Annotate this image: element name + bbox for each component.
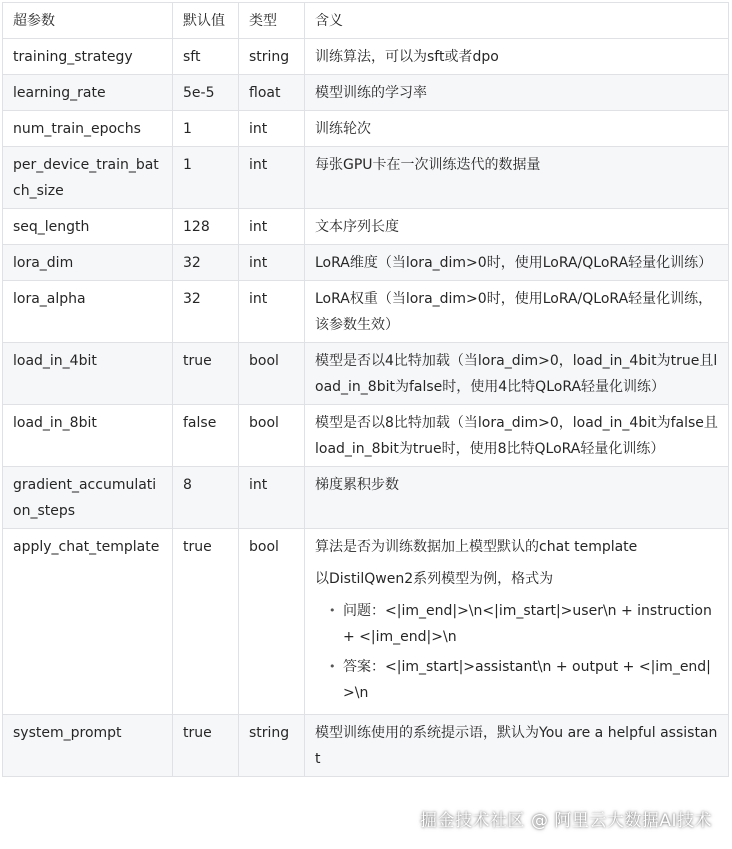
type-cell: bool — [239, 529, 305, 715]
type-cell: float — [239, 75, 305, 111]
param-name-cell: system_prompt — [3, 715, 173, 777]
header-meaning: 含义 — [305, 3, 729, 39]
type-cell: int — [239, 467, 305, 529]
meaning-text: 模型是否以8比特加载（当lora_dim>0，load_in_4bit为false且load_in_8bit为true时，使用8比特QLoRA轻量化训练） — [315, 415, 718, 457]
table-row — [3, 467, 729, 529]
meaning-text: 模型训练使用的系统提示语，默认为You are a helpful assistant — [315, 725, 718, 767]
param-name-cell: seq_length — [3, 209, 173, 245]
param-name-cell: training_strategy — [3, 39, 173, 75]
meaning-cell — [305, 281, 729, 343]
meaning-text: 以DistilQwen2系列模型为例，格式为 — [315, 571, 554, 587]
header-type: 类型 — [239, 3, 305, 39]
header-default: 默认值 — [173, 3, 239, 39]
table-row — [3, 209, 729, 245]
meaning-text: 算法是否为训练数据加上模型默认的chat template — [315, 539, 638, 555]
watermark: 掘金技术社区 @ 阿里云大数据AI技术 — [420, 811, 712, 831]
default-value-cell: true — [173, 343, 239, 405]
meaning-text: 每张GPU卡在一次训练迭代的数据量 — [315, 157, 541, 173]
param-name-cell: per_device_train_batch_size — [3, 147, 173, 209]
type-cell: string — [239, 715, 305, 777]
meaning-text: 模型是否以4比特加载（当lora_dim>0，load_in_4bit为true且load_in_8bit为false时，使用4比特QLoRA轻量化训练） — [315, 353, 718, 395]
meaning-text: 训练轮次 — [315, 121, 371, 137]
type-cell: int — [239, 111, 305, 147]
list-item: • 问题：<|im_end|>\n<|im_start|>user\n + instruction + <|im_end|>\n — [343, 598, 720, 650]
meaning-cell — [305, 467, 729, 529]
meaning-text: LoRA维度（当lora_dim>0时，使用LoRA/QLoRA轻量化训练） — [315, 255, 713, 271]
type-cell: int — [239, 245, 305, 281]
default-value-cell: sft — [173, 39, 239, 75]
param-name-cell: gradient_accumulation_steps — [3, 467, 173, 529]
table-row — [3, 75, 729, 111]
type-cell: string — [239, 39, 305, 75]
meaning-text: 梯度累积步数 — [315, 477, 399, 493]
default-value-cell: 32 — [173, 245, 239, 281]
type-cell: bool — [239, 405, 305, 467]
meaning-cell — [305, 343, 729, 405]
default-value-cell: 1 — [173, 147, 239, 209]
hyperparameter-table — [2, 2, 729, 777]
default-value-cell: true — [173, 715, 239, 777]
table-row — [3, 343, 729, 405]
meaning-cell — [305, 111, 729, 147]
format-list — [315, 598, 720, 706]
meaning-text: 文本序列长度 — [315, 219, 399, 235]
table-row — [3, 111, 729, 147]
param-name-cell: num_train_epochs — [3, 111, 173, 147]
meaning-cell — [305, 529, 729, 715]
table-body — [3, 39, 729, 777]
meaning-text: 模型训练的学习率 — [315, 85, 427, 101]
table-row — [3, 529, 729, 715]
default-value-cell: false — [173, 405, 239, 467]
param-name-cell: load_in_4bit — [3, 343, 173, 405]
default-value-cell: 8 — [173, 467, 239, 529]
default-value-cell: 1 — [173, 111, 239, 147]
table-row — [3, 715, 729, 777]
type-cell: int — [239, 209, 305, 245]
default-value-cell: 5e-5 — [173, 75, 239, 111]
param-name-cell: lora_dim — [3, 245, 173, 281]
meaning-cell — [305, 75, 729, 111]
table-row — [3, 147, 729, 209]
table-row — [3, 245, 729, 281]
table-row — [3, 405, 729, 467]
param-name-cell: load_in_8bit — [3, 405, 173, 467]
table-row — [3, 281, 729, 343]
meaning-text: LoRA权重（当lora_dim>0时，使用LoRA/QLoRA轻量化训练，该参数生效） — [315, 291, 713, 333]
default-value-cell: 32 — [173, 281, 239, 343]
default-value-cell: true — [173, 529, 239, 715]
default-value-cell: 128 — [173, 209, 239, 245]
meaning-cell — [305, 715, 729, 777]
param-name-cell: learning_rate — [3, 75, 173, 111]
type-cell: int — [239, 281, 305, 343]
meaning-cell — [305, 147, 729, 209]
meaning-text: 训练算法，可以为sft或者dpo — [315, 49, 499, 65]
param-name-cell: apply_chat_template — [3, 529, 173, 715]
header-param: 超参数 — [3, 3, 173, 39]
type-cell: int — [239, 147, 305, 209]
table-row — [3, 39, 729, 75]
meaning-cell — [305, 39, 729, 75]
meaning-cell — [305, 209, 729, 245]
meaning-cell — [305, 405, 729, 467]
param-name-cell: lora_alpha — [3, 281, 173, 343]
type-cell: bool — [239, 343, 305, 405]
list-item: • 答案：<|im_start|>assistant\n + output + <|im_end|>\n — [343, 654, 720, 706]
meaning-cell — [305, 245, 729, 281]
table-header-row — [3, 3, 729, 39]
